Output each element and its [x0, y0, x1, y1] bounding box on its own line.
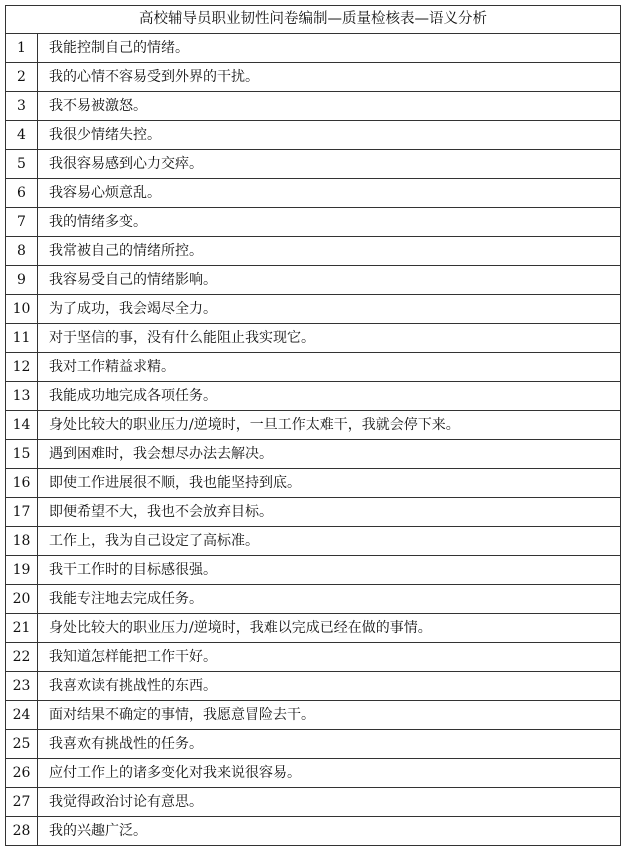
table-row [6, 672, 621, 701]
table-body [6, 34, 621, 846]
table-row [6, 643, 621, 672]
item-number: 6 [6, 179, 38, 208]
item-statement: 我的心情不容易受到外界的干扰。 [38, 63, 621, 92]
item-statement: 我能控制自己的情绪。 [38, 34, 621, 63]
item-number: 7 [6, 208, 38, 237]
item-statement: 我的情绪多变。 [38, 208, 621, 237]
table-row [6, 324, 621, 353]
table-row [6, 295, 621, 324]
item-statement: 应付工作上的诸多变化对我来说很容易。 [38, 759, 621, 788]
item-statement: 遇到困难时，我会想尽办法去解决。 [38, 440, 621, 469]
item-number: 12 [6, 353, 38, 382]
item-number: 18 [6, 527, 38, 556]
table-row [6, 556, 621, 585]
table-row [6, 788, 621, 817]
item-statement: 我能成功地完成各项任务。 [38, 382, 621, 411]
item-number: 22 [6, 643, 38, 672]
table-row [6, 208, 621, 237]
table-row [6, 382, 621, 411]
quality-check-table [5, 5, 621, 846]
table-row [6, 150, 621, 179]
item-number: 26 [6, 759, 38, 788]
table-row [6, 34, 621, 63]
table-row [6, 585, 621, 614]
item-statement: 我很容易感到心力交瘁。 [38, 150, 621, 179]
item-number: 16 [6, 469, 38, 498]
item-statement: 我很少情绪失控。 [38, 121, 621, 150]
item-number: 20 [6, 585, 38, 614]
item-number: 10 [6, 295, 38, 324]
item-number: 3 [6, 92, 38, 121]
item-number: 5 [6, 150, 38, 179]
item-number: 21 [6, 614, 38, 643]
item-number: 27 [6, 788, 38, 817]
table-row [6, 759, 621, 788]
item-number: 25 [6, 730, 38, 759]
table-row [6, 440, 621, 469]
table-row [6, 179, 621, 208]
item-number: 15 [6, 440, 38, 469]
item-statement: 我能专注地去完成任务。 [38, 585, 621, 614]
item-number: 4 [6, 121, 38, 150]
item-statement: 我觉得政治讨论有意思。 [38, 788, 621, 817]
item-statement: 我常被自己的情绪所控。 [38, 237, 621, 266]
item-statement: 我不易被激怒。 [38, 92, 621, 121]
table-row [6, 237, 621, 266]
item-statement: 我干工作时的目标感很强。 [38, 556, 621, 585]
item-number: 9 [6, 266, 38, 295]
table-row [6, 469, 621, 498]
item-statement: 我容易心烦意乱。 [38, 179, 621, 208]
item-number: 28 [6, 817, 38, 846]
item-statement: 面对结果不确定的事情，我愿意冒险去干。 [38, 701, 621, 730]
item-statement: 我喜欢有挑战性的任务。 [38, 730, 621, 759]
item-number: 13 [6, 382, 38, 411]
item-statement: 工作上，我为自己设定了高标准。 [38, 527, 621, 556]
table-row [6, 817, 621, 846]
item-number: 24 [6, 701, 38, 730]
table-row [6, 63, 621, 92]
item-number: 14 [6, 411, 38, 440]
item-statement: 即便希望不大，我也不会放弃目标。 [38, 498, 621, 527]
item-number: 8 [6, 237, 38, 266]
table-row [6, 353, 621, 382]
item-number: 19 [6, 556, 38, 585]
table-row [6, 614, 621, 643]
table-row [6, 498, 621, 527]
item-number: 17 [6, 498, 38, 527]
item-statement: 为了成功，我会竭尽全力。 [38, 295, 621, 324]
item-number: 1 [6, 34, 38, 63]
table-row [6, 92, 621, 121]
item-statement: 身处比较大的职业压力/逆境时，一旦工作太难干，我就会停下来。 [38, 411, 621, 440]
item-statement: 我知道怎样能把工作干好。 [38, 643, 621, 672]
item-statement: 身处比较大的职业压力/逆境时，我难以完成已经在做的事情。 [38, 614, 621, 643]
table-row [6, 121, 621, 150]
item-number: 11 [6, 324, 38, 353]
item-statement: 我容易受自己的情绪影响。 [38, 266, 621, 295]
item-statement: 我的兴趣广泛。 [38, 817, 621, 846]
item-statement: 即使工作进展很不顺，我也能坚持到底。 [38, 469, 621, 498]
table-header-row [6, 6, 621, 34]
table-row [6, 266, 621, 295]
item-statement: 我喜欢读有挑战性的东西。 [38, 672, 621, 701]
item-statement: 我对工作精益求精。 [38, 353, 621, 382]
questionnaire-sheet [5, 5, 620, 846]
table-row [6, 701, 621, 730]
table-row [6, 411, 621, 440]
table-row [6, 730, 621, 759]
item-number: 2 [6, 63, 38, 92]
table-row [6, 527, 621, 556]
table-title: 高校辅导员职业韧性问卷编制—质量检核表—语义分析 [6, 6, 621, 34]
item-statement: 对于坚信的事，没有什么能阻止我实现它。 [38, 324, 621, 353]
item-number: 23 [6, 672, 38, 701]
